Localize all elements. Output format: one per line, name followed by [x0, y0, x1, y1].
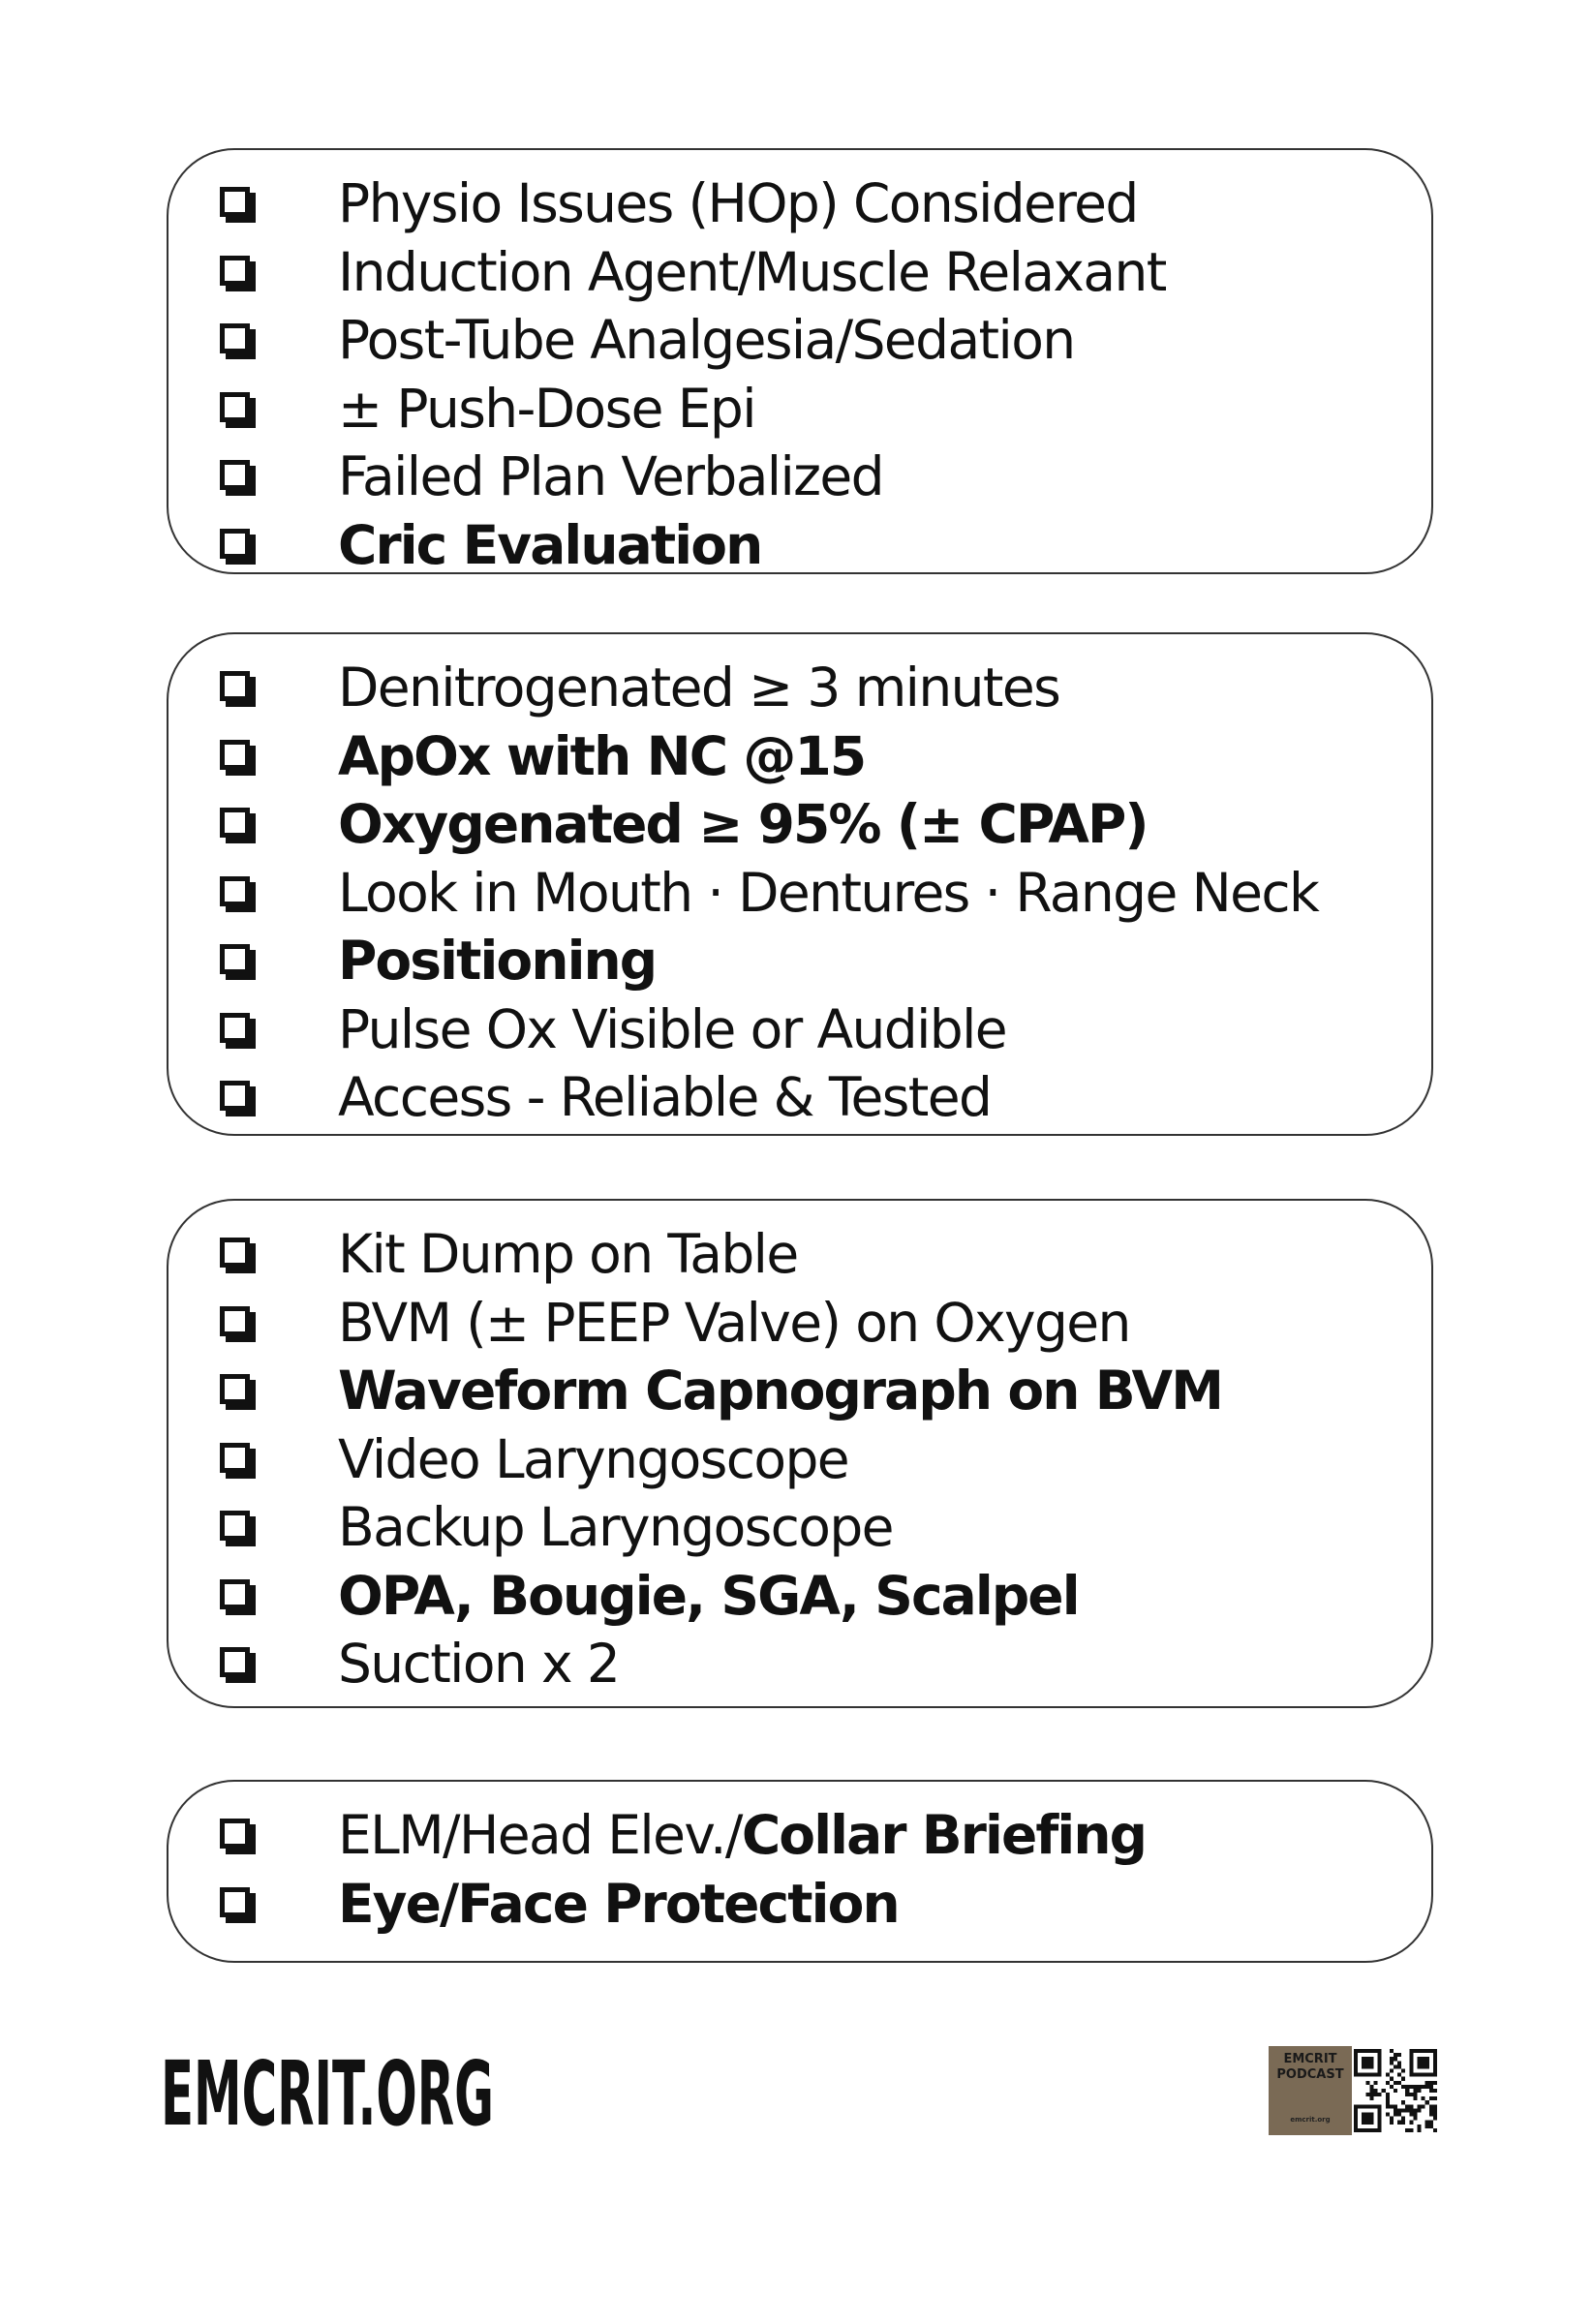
emcrit-logo: [159, 2035, 498, 2146]
checklist-item: [168, 1562, 1431, 1631]
podcast-badge-url: emcrit.org: [1290, 2116, 1331, 2124]
checklist-item-text: ApOx with NC @15: [338, 724, 866, 787]
podcast-badge-line1: EMCRIT: [1283, 2052, 1337, 2066]
checklist-item-text: Cric Evaluation: [338, 513, 762, 576]
checklist-item-label: [338, 995, 1006, 1064]
checklist-item-text: Kit Dump on Table: [338, 1223, 798, 1285]
checklist-item-label: [338, 1870, 899, 1939]
checklist-item-label: [338, 375, 755, 443]
checklist-item-text: BVM (± PEEP Valve) on Oxygen: [338, 1291, 1130, 1354]
checklist-item-label: [338, 859, 1318, 928]
checklist-item-label: [338, 722, 865, 791]
emcrit-logo-text: EMCRIT.ORG: [161, 2042, 494, 2146]
checklist-item-text: Waveform Capnograph on BVM: [338, 1360, 1223, 1422]
checklist-item-label: [338, 169, 1138, 238]
checklist-item-label: [338, 1562, 1079, 1631]
checklist-item-text: Physio Issues (HOp) Considered: [338, 172, 1138, 234]
checklist-item: [168, 1357, 1431, 1425]
checklist-item: [168, 1870, 1431, 1939]
qr-code-icon: [1354, 2048, 1437, 2133]
checklist-list: [168, 169, 1431, 579]
checklist-item: [168, 722, 1431, 791]
checklist-item: [168, 169, 1431, 238]
checkbox-icon[interactable]: [220, 256, 250, 286]
checkbox-icon[interactable]: [220, 740, 250, 770]
checklist-item-label: [338, 1063, 991, 1132]
checklist-item-text: Failed Plan Verbalized: [338, 445, 883, 507]
checklist-item-text: Video Laryngoscope: [338, 1427, 849, 1490]
checkbox-icon[interactable]: [220, 1443, 250, 1473]
checklist-item-text: ± Push-Dose Epi: [338, 377, 755, 440]
checkbox-icon[interactable]: [220, 187, 250, 217]
checklist-item-text: Eye/Face Protection: [338, 1872, 899, 1935]
checklist-item-label: [338, 443, 883, 511]
checklist-list: [168, 1220, 1431, 1698]
checkbox-icon[interactable]: [220, 392, 250, 422]
checklist-item-text: ELM/Head Elev./: [338, 1804, 742, 1866]
checklist-item-text: Oxygenated ≥ 95% (± CPAP): [338, 793, 1148, 855]
checkbox-icon[interactable]: [220, 1647, 250, 1677]
checklist-item-text: OPA, Bougie, SGA, Scalpel: [338, 1564, 1079, 1627]
checklist-item-text: Suction x 2: [338, 1633, 620, 1695]
checklist-item-text: Positioning: [338, 930, 657, 992]
checklist-item: [168, 1289, 1431, 1358]
checkbox-icon[interactable]: [220, 460, 250, 490]
checklist-item: [168, 995, 1431, 1064]
podcast-badge-line2: PODCAST: [1276, 2067, 1344, 2082]
checklist-section-1: [167, 148, 1433, 574]
checklist-section-3: [167, 1199, 1433, 1708]
checklist-item: [168, 443, 1431, 511]
checklist-item: [168, 1493, 1431, 1562]
podcast-qr-badge: [1269, 2046, 1436, 2135]
checklist-item: [168, 1220, 1431, 1289]
checklist-item-text: Post-Tube Analgesia/Sedation: [338, 309, 1075, 371]
checkbox-icon[interactable]: [220, 1238, 250, 1268]
checklist-item-label: [338, 1801, 1146, 1870]
checklist-item-text: Induction Agent/Muscle Relaxant: [338, 240, 1166, 303]
checklist-item-label: [338, 1220, 798, 1289]
podcast-badge: [1269, 2046, 1352, 2135]
checklist-item-label: [338, 511, 761, 580]
checklist-item: [168, 1630, 1431, 1698]
checklist-item-label: [338, 654, 1059, 722]
checkbox-icon[interactable]: [220, 1819, 250, 1849]
checklist-item: [168, 1063, 1431, 1132]
checkbox-icon[interactable]: [220, 1579, 250, 1609]
checkbox-icon[interactable]: [220, 944, 250, 974]
checklist-item: [168, 790, 1431, 859]
checkbox-icon[interactable]: [220, 808, 250, 838]
checklist-item-label: [338, 306, 1075, 375]
checklist-item-label: [338, 1493, 893, 1562]
checkbox-icon[interactable]: [220, 671, 250, 701]
checklist-item-text: Collar Briefing: [741, 1804, 1147, 1866]
checkbox-icon[interactable]: [220, 1374, 250, 1404]
checklist-item-text: Denitrogenated ≥ 3 minutes: [338, 657, 1060, 719]
checklist-item-text: Look in Mouth · Dentures · Range Neck: [338, 861, 1319, 924]
checkbox-icon[interactable]: [220, 529, 250, 559]
checkbox-icon[interactable]: [220, 1887, 250, 1917]
checklist-item-label: [338, 1289, 1130, 1358]
checklist-item: [168, 1425, 1431, 1494]
checklist-item: [168, 375, 1431, 443]
checklist-item: [168, 238, 1431, 307]
checklist-item-label: [338, 927, 656, 995]
checkbox-icon[interactable]: [220, 1306, 250, 1336]
checklist-item-text: Pulse Ox Visible or Audible: [338, 997, 1007, 1060]
checkbox-icon[interactable]: [220, 1511, 250, 1541]
checklist-item-label: [338, 1630, 619, 1698]
checklist-item-text: Backup Laryngoscope: [338, 1496, 893, 1558]
checklist-item: [168, 1801, 1431, 1870]
checkbox-icon[interactable]: [220, 1081, 250, 1111]
checklist-list: [168, 654, 1431, 1132]
checklist-section-4: [167, 1780, 1433, 1963]
checklist-item: [168, 927, 1431, 995]
checklist-section-2: [167, 632, 1433, 1136]
checklist-item: [168, 511, 1431, 580]
checklist-item: [168, 859, 1431, 928]
checkbox-icon[interactable]: [220, 876, 250, 906]
checklist-list: [168, 1801, 1431, 1938]
checkbox-icon[interactable]: [220, 1013, 250, 1043]
checklist-item: [168, 306, 1431, 375]
checklist-item-label: [338, 790, 1148, 859]
checkbox-icon[interactable]: [220, 323, 250, 353]
checklist-item-text: Access - Reliable & Tested: [338, 1066, 992, 1128]
checklist-item-label: [338, 1357, 1222, 1425]
checklist-item-label: [338, 1425, 848, 1494]
checklist-item: [168, 654, 1431, 722]
checklist-item-label: [338, 238, 1166, 307]
